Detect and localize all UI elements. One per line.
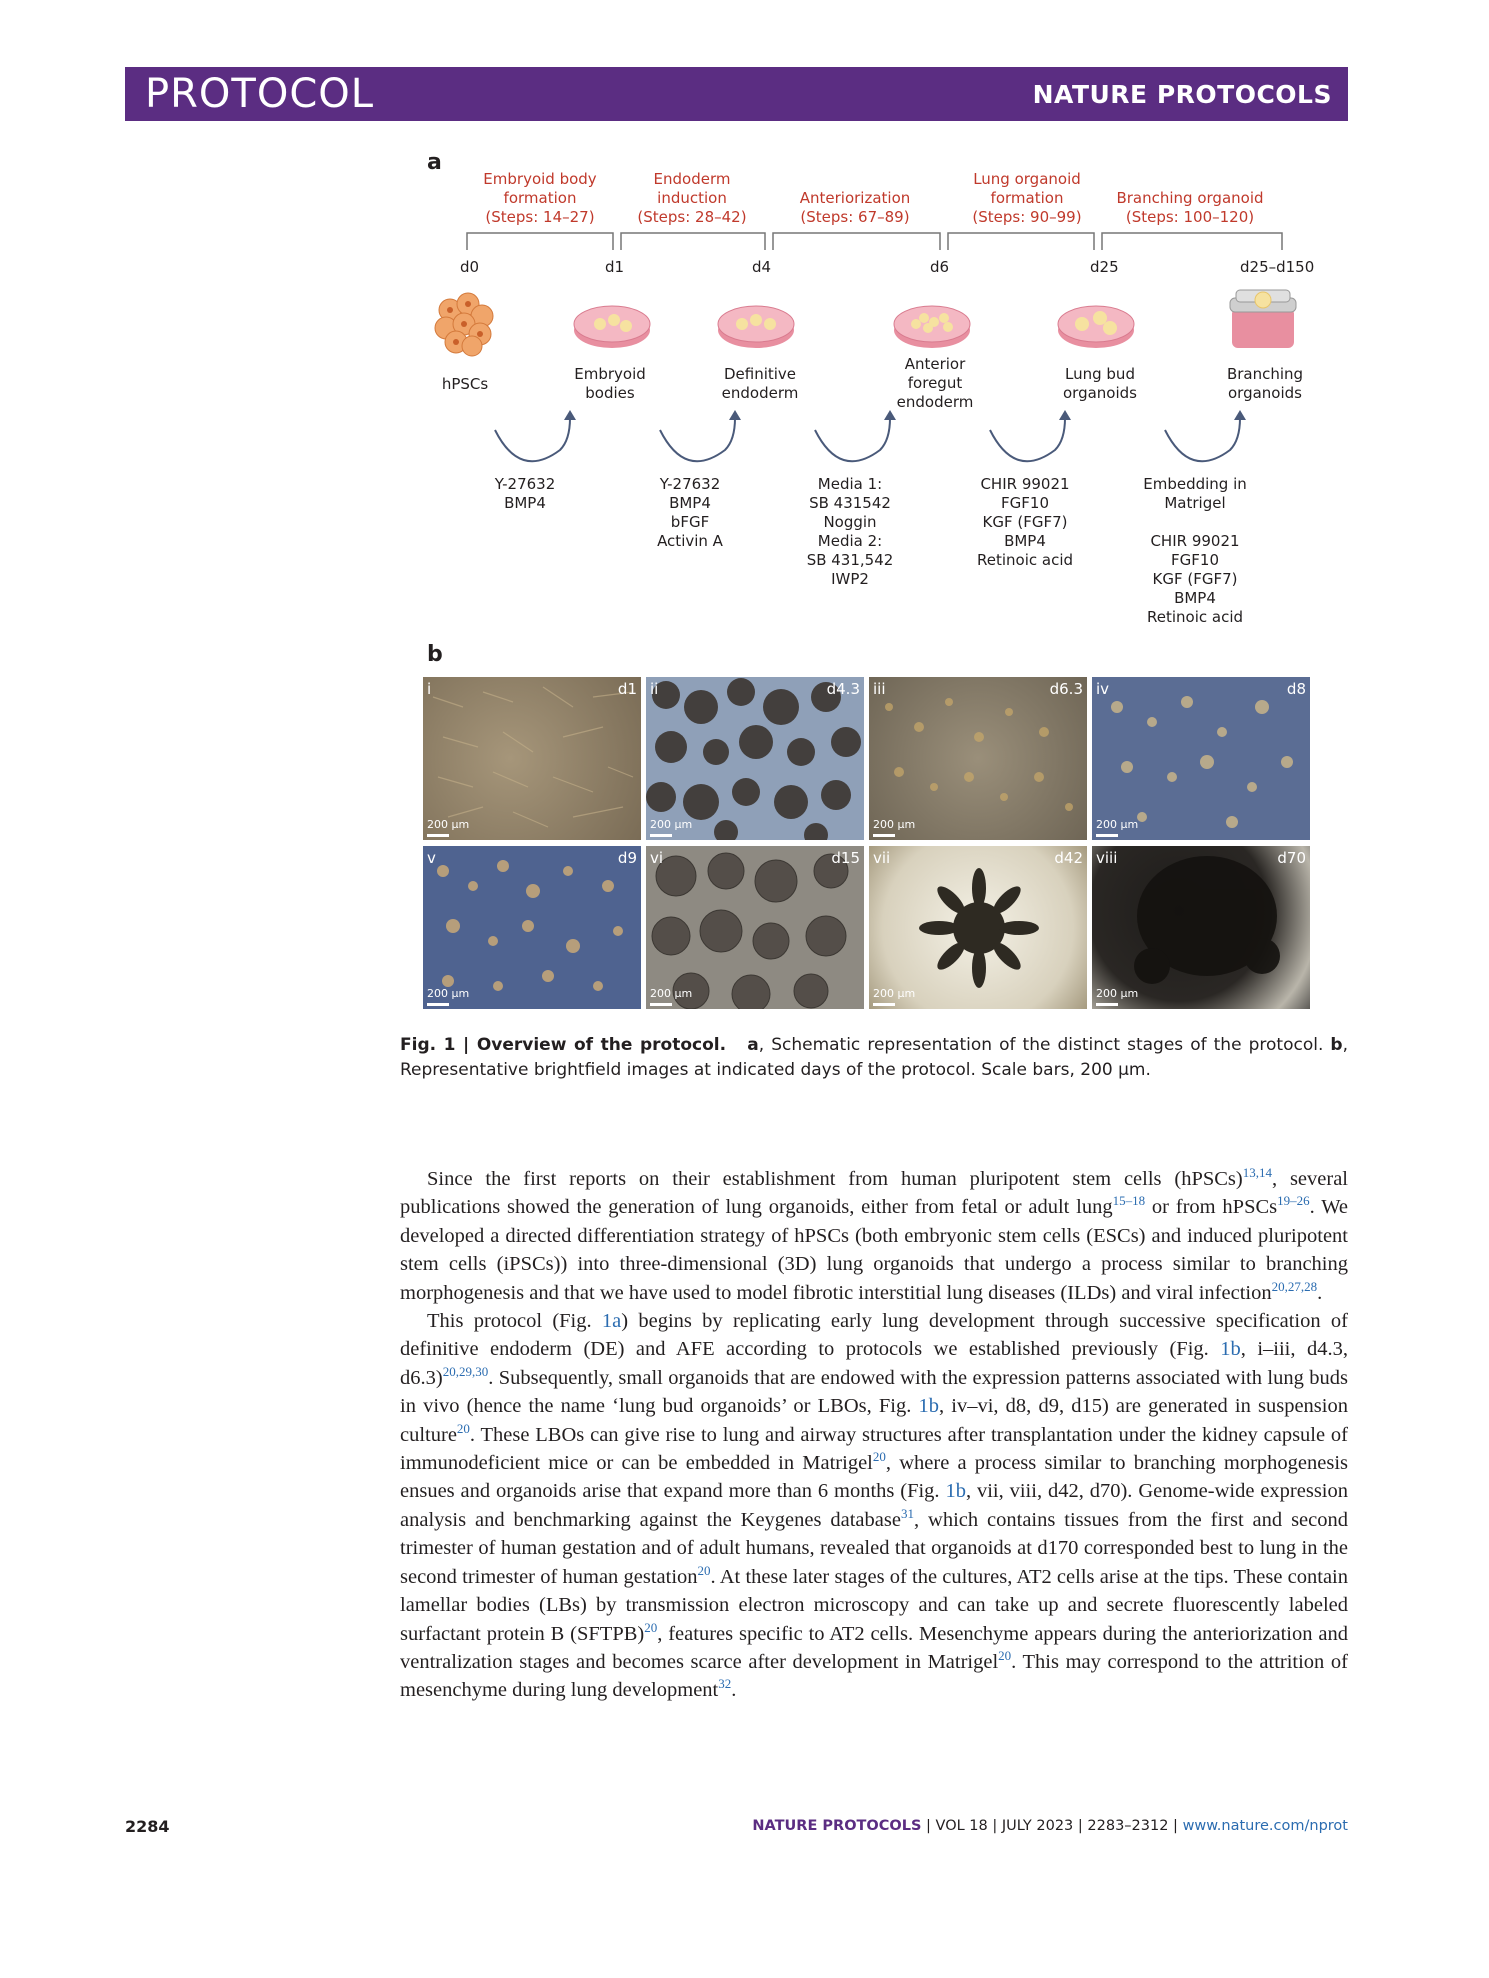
stage-label: Branching organoid (Steps: 100–120) [1116,189,1264,226]
micrograph-day: d70 [1277,849,1306,867]
micrograph-index: i [427,680,432,698]
text-run: , iv–vi, d8, d9, d15) are generated in suspension culture [400,1395,1348,1446]
day-label: d0 [460,258,480,276]
paragraph [400,1165,1348,1307]
text-run: . This may correspond to the attrition of mesenchyme during lung development [400,1650,1348,1702]
citation-link[interactable]: 20,27,28 [1271,1278,1318,1294]
cell-stage-label: Definitive endoderm [721,365,799,402]
separator: | [987,1818,1002,1834]
cell-stage-label: Lung bud organoids [1063,365,1137,402]
scale-bar [427,1003,449,1006]
citation-link[interactable]: 20 [697,1562,711,1578]
text-run: . Subsequently, small organoids that are endowed with the expression patterns associated with lung buds in vivo (hence the name ‘lung bud organoids’ or LBOs, Fig. [400,1366,1348,1418]
micrograph-index: v [427,849,436,867]
day-label: d25 [1090,258,1119,276]
micrograph-day: d9 [617,849,637,867]
micrograph-index: iv [1096,680,1110,698]
citation-link[interactable]: 31 [900,1506,914,1522]
text-run: . These LBOs can give rise to lung and airway structures after transplantation under the kidney capsule of immunodeficient mice or can be embedded in Matrigel [400,1423,1348,1475]
caption-b-text: , Representative brightfield images at indicated days of the protocol. Scale bars, 200 µm. [400,1035,1348,1080]
dish-definitive-endoderm [716,300,796,350]
micrograph-panel [1092,677,1310,840]
figure-link[interactable]: 1a [601,1310,622,1333]
text-run: . At these later stages of the cultures, AT2 cells arise at the tips. These contain lamellar bodies (LBs) by transmission electron microscopy and can take up and secrete fluorescently labeled surfactant protein B (SFTPB) [400,1565,1348,1645]
stage-label: Anteriorization (Steps: 67–89) [799,189,911,226]
caption-b-letter: b [1330,1035,1343,1055]
cell-stage-label: Anterior foregut endoderm [896,355,974,411]
footer-pages: 2283–2312 [1087,1818,1169,1834]
scale-bar [1096,1003,1118,1006]
micrograph-index: vi [650,849,664,867]
text-run: , i–iii, d4.3, d6.3) [400,1338,1348,1389]
text-run: , vii, viii, d42, d70). Genome-wide expression analysis and benchmarking against the Keygenes database [400,1480,1348,1531]
stage-label: Embryoid body formation (Steps: 14–27) [483,170,597,226]
text-run: , features specific to AT2 cells. Mesenchyme appears during the anteriorization and ventralization stages and becomes scarce after development in Matrigel [400,1622,1348,1673]
treatment-list: Media 1: SB 431542 Noggin Media 2: SB 431,542 IWP2 [806,475,894,588]
scale-bar-label: 200 µm [427,818,470,831]
day-label: d1 [605,258,625,276]
citation-link[interactable]: 32 [718,1676,732,1692]
treatment-list: Y-27632 BMP4 bFGF Activin A [657,475,723,550]
scale-bar [650,1003,672,1006]
caption-a-text: , Schematic representation of the distinct stages of the protocol. [758,1035,1324,1055]
day-label: d6 [930,258,950,276]
separator: | [921,1818,936,1834]
dish-lung-bud-organoids [1056,298,1136,350]
text-run: , which contains tissues from the first and second trimester of human gestation and of adult humans, revealed that organoids at d170 corresponded best to lung in the second trimester of human gestation [400,1508,1349,1588]
scale-bar [1096,834,1118,837]
micrograph-index: vii [873,849,891,867]
text-run: . [1317,1281,1323,1304]
footer-citation [752,1818,1348,1834]
figure-link[interactable]: 1b [918,1395,939,1418]
figure-link[interactable]: 1b [945,1480,966,1503]
treatment-list: Embedding in Matrigel CHIR 99021 FGF10 KGF (FGF7) BMP4 Retinoic acid [1143,475,1247,626]
micrograph-panel [869,677,1087,840]
figure-caption [400,1033,1348,1083]
separator: | [1073,1818,1088,1834]
figure-link[interactable]: 1b [1220,1338,1241,1361]
micrograph-panel [646,677,864,840]
micrograph-panel [1092,846,1310,1009]
text-run: , where a process similar to branching morphogenesis ensues and organoids arise that expand more than 6 months (Fig. [400,1452,1348,1503]
text-run: . We developed a directed differentiation strategy of hPSCs (both embryonic stem cells (ESCs) and induced pluripotent stem cells (iPSCs)) into three-dimensional (3D) lung organoids that undergo a process similar to branching morphogenesis and that we have used to model fibrotic interstitial lung diseases (ILDs) and viral infection [400,1196,1349,1304]
scale-bar [650,834,672,837]
citation-link[interactable]: 15–18 [1112,1193,1146,1209]
dish-embryoid-bodies [572,300,652,350]
micrograph-day: d6.3 [1049,680,1083,698]
cell-stage-label: Embryoid bodies [574,365,646,402]
cell-stage-label: Branching organoids [1226,365,1304,402]
scale-bar [427,834,449,837]
text-run: Since the first reports on their establishment from human pluripotent stem cells (hPSCs) [427,1168,1243,1190]
micrograph-day: d15 [831,849,860,867]
hpsc-cluster-illustration [430,288,500,358]
text-run: ) begins by replicating early lung development through successive specification of definitive endoderm (DE) and AFE according to protocols we established previously (Fig. [400,1310,1348,1361]
scale-bar-label: 200 µm [1096,987,1139,1000]
caption-label: Fig. 1 | Overview of the protocol. [400,1035,727,1055]
panel-b-letter: b [427,642,443,667]
citation-link[interactable]: 19–26 [1277,1193,1310,1209]
stage-label: Lung organoid formation (Steps: 90–99) [972,170,1082,226]
panel-a-letter: a [427,150,442,175]
micrograph-index: viii [1096,849,1118,867]
scale-bar-label: 200 µm [650,818,693,831]
transwell-branching-organoid [1226,284,1300,354]
scale-bar-label: 200 µm [427,987,470,1000]
citation-link[interactable]: 20 [998,1648,1012,1664]
scale-bar-label: 200 µm [1096,818,1139,831]
micrograph-day: d1 [617,680,637,698]
footer-date: JULY 2023 [1001,1818,1074,1834]
micrograph-day: d8 [1286,680,1306,698]
micrograph-panel [423,846,641,1009]
citation-link[interactable]: 20 [644,1619,658,1635]
citation-link[interactable]: 13,14 [1242,1165,1272,1181]
body-text [400,1165,1348,1705]
micrograph-panel [869,846,1087,1009]
section-title: PROTOCOL [145,71,375,117]
micrograph-index: iii [873,680,886,698]
scale-bar [873,1003,895,1006]
text-run: or from hPSCs [1145,1196,1278,1219]
scale-bar-label: 200 µm [873,818,916,831]
day-label: d4 [752,258,772,276]
micrograph-day: d42 [1054,849,1083,867]
paragraph [400,1307,1348,1705]
citation-link[interactable]: 20 [872,1449,886,1465]
page-number: 2284 [125,1817,170,1836]
stage-label: Endoderm induction (Steps: 28–42) [637,170,747,226]
text-run: . [731,1679,737,1702]
text-run: This protocol (Fig. [427,1310,602,1333]
text-run: , several publications showed the generation of lung organoids, either from fetal or adult lung [400,1168,1349,1219]
footer-url-link[interactable]: www.nature.com/nprot [1182,1818,1348,1834]
micrograph-day: d4.3 [826,680,860,698]
citation-link[interactable]: 20,29,30 [442,1364,489,1380]
micrograph-panel [423,677,641,840]
citation-link[interactable]: 20 [456,1420,470,1436]
journal-title: NATURE PROTOCOLS [1032,80,1332,109]
treatment-list: CHIR 99021 FGF10 KGF (FGF7) BMP4 Retinoic acid [976,475,1074,569]
footer-volume: VOL 18 [935,1818,988,1834]
micrograph-panel [646,846,864,1009]
footer-journal: NATURE PROTOCOLS [752,1818,922,1834]
micrograph-index: ii [650,680,659,698]
dish-anterior-foregut [892,300,972,350]
scale-bar [873,834,895,837]
caption-a-letter: a [747,1035,759,1055]
day-label: d25–d150 [1240,258,1315,276]
separator: | [1168,1818,1183,1834]
cell-stage-label: hPSCs [441,375,489,393]
scale-bar-label: 200 µm [873,987,916,1000]
scale-bar-label: 200 µm [650,987,693,1000]
treatment-list: Y-27632 BMP4 [494,475,556,512]
